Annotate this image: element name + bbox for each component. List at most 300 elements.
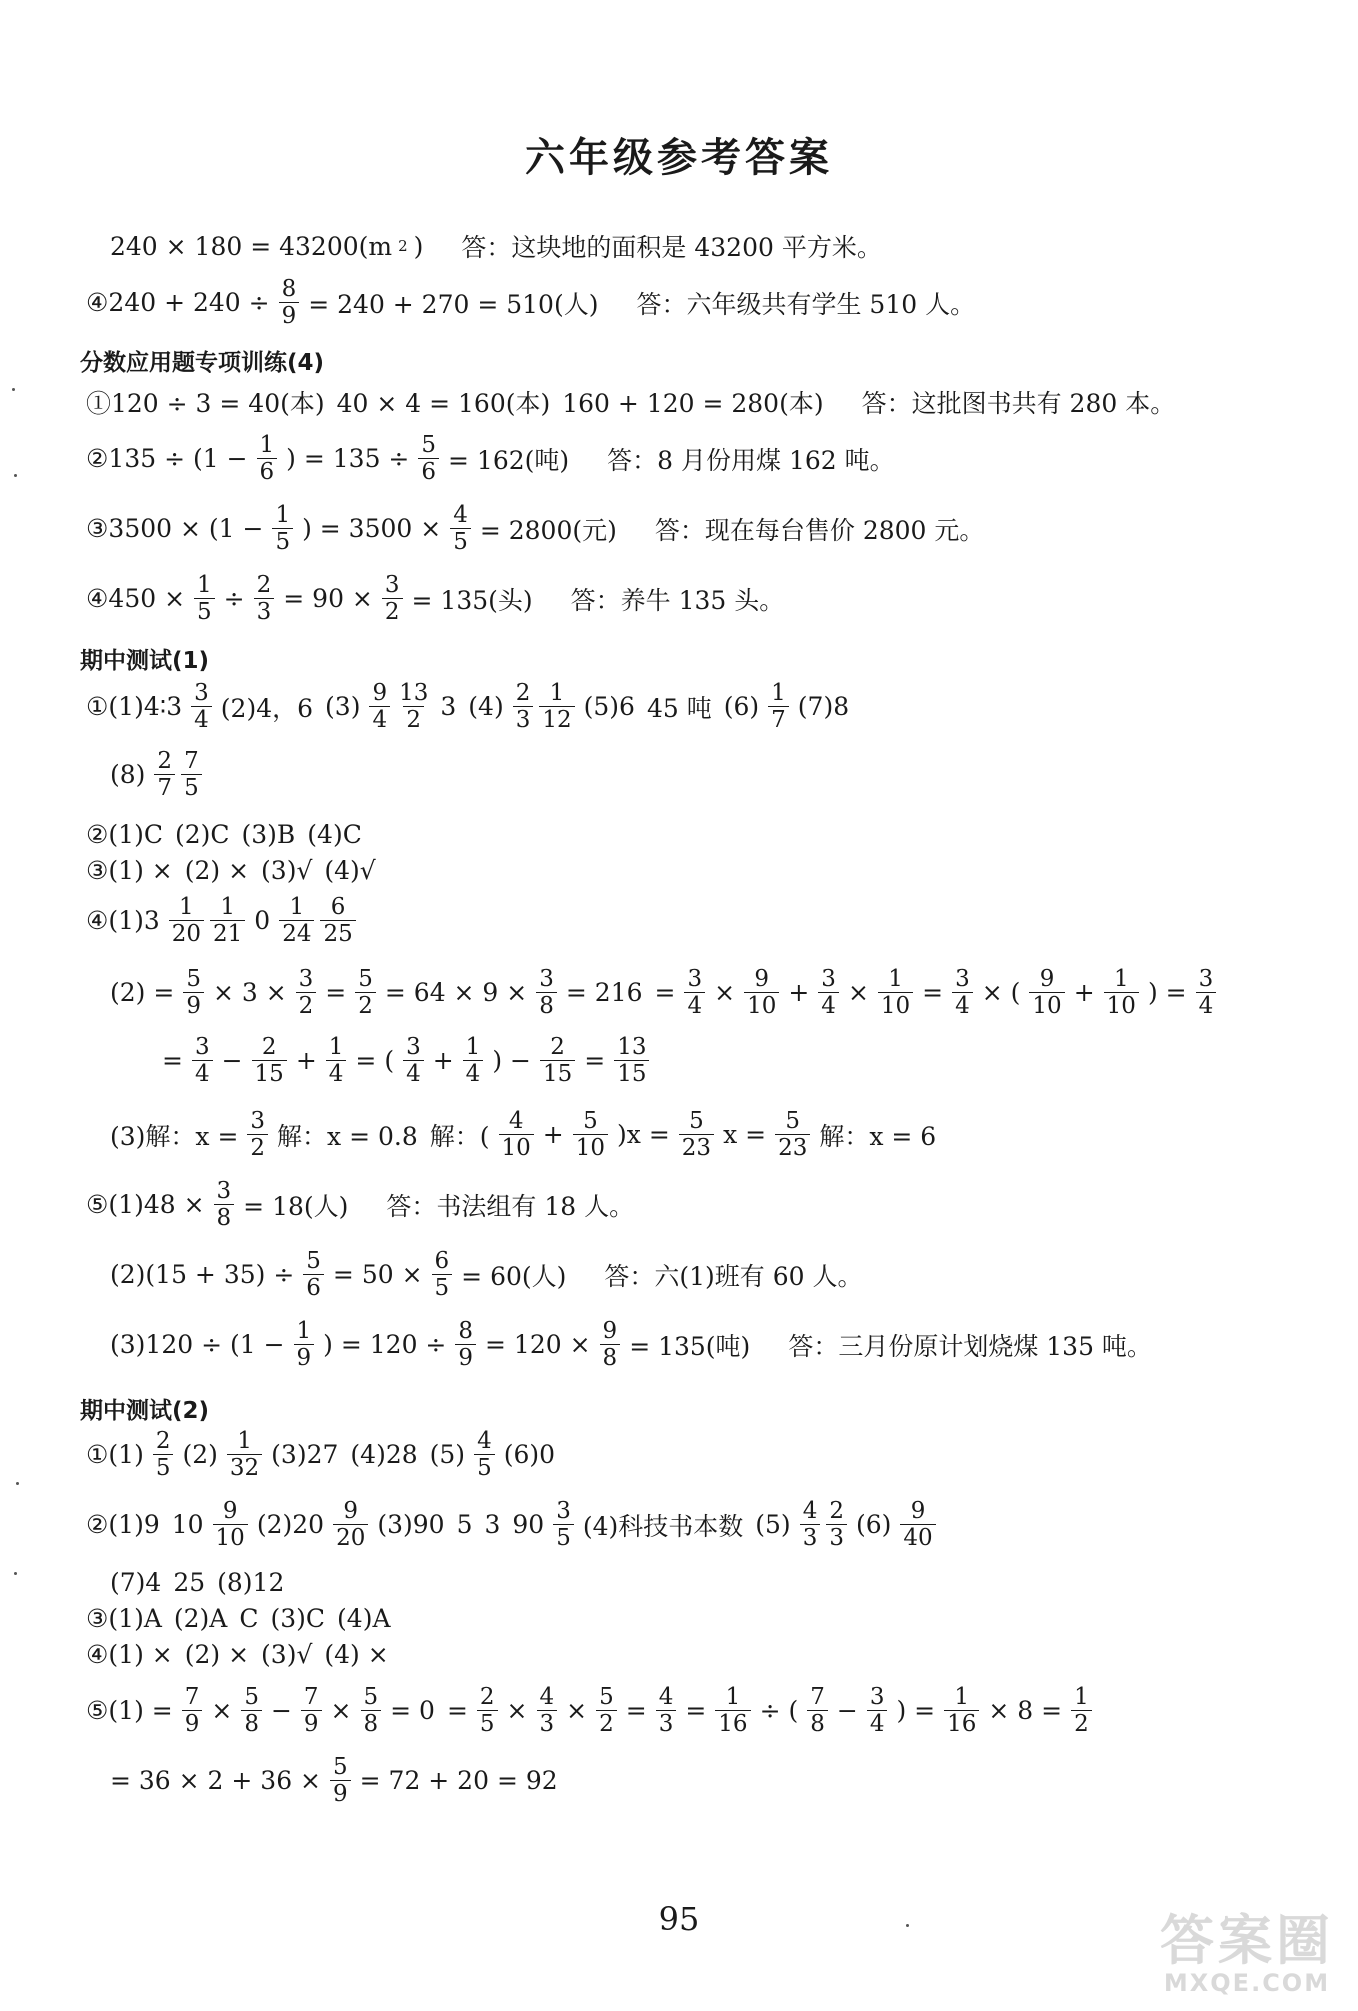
math-text: = 72 + 20 = 92: [359, 1766, 558, 1796]
fraction: [279, 894, 314, 948]
denominator: 32: [227, 1454, 262, 1481]
denominator: 5: [272, 528, 293, 555]
fraction: [210, 894, 245, 948]
denominator: 10: [573, 1134, 608, 1161]
fraction: [474, 1428, 495, 1482]
math-text: (2) ×: [184, 1640, 250, 1669]
answer-line: [80, 1178, 640, 1232]
denominator: 15: [252, 1060, 287, 1087]
denominator: 21: [210, 920, 245, 947]
denominator: 6: [418, 458, 439, 485]
answer-line: [104, 748, 205, 802]
numerator: 3: [539, 966, 554, 992]
denominator: 15: [540, 1060, 575, 1087]
numerator: 2: [157, 748, 173, 774]
numerator: 1: [888, 966, 903, 992]
denominator: 24: [279, 920, 314, 947]
fraction: [418, 432, 439, 486]
math-text: (8)12: [217, 1568, 285, 1597]
math-text: ⑤(1)48 ×: [86, 1190, 205, 1220]
math-text: (4)科技书本数: [582, 1511, 744, 1541]
math-text: =: [584, 1046, 606, 1076]
denominator: 9: [330, 1780, 351, 1807]
fraction: [247, 1108, 268, 1162]
denominator: 5: [450, 528, 471, 555]
math-text: (2)4，6: [220, 693, 314, 723]
numerator: 9: [754, 966, 770, 992]
numerator: 4: [802, 1498, 818, 1524]
fraction: [679, 1108, 714, 1162]
numerator: 1: [549, 680, 565, 706]
numerator: 7: [303, 1684, 319, 1710]
numerator: 1: [1074, 1684, 1089, 1710]
numerator: 13: [399, 680, 429, 706]
answer-line: [156, 1034, 652, 1088]
denominator: 4: [369, 706, 390, 733]
fraction: [818, 966, 839, 1020]
answer-line: [104, 1108, 942, 1162]
fraction: [194, 572, 215, 626]
denominator: 8: [536, 992, 557, 1019]
math-text: ): [413, 231, 424, 261]
fraction: [553, 1498, 574, 1552]
denominator: 15: [614, 1060, 649, 1087]
math-text: −: [270, 1696, 292, 1726]
numerator: 9: [222, 1498, 238, 1524]
math-text: 解：x = 6: [819, 1121, 937, 1151]
math-text: (3)√: [261, 856, 313, 885]
math-text: 解：(: [429, 1121, 490, 1151]
math-text: (6): [723, 692, 760, 722]
fraction: [540, 1034, 575, 1088]
fraction: [614, 1034, 649, 1088]
math-text: ④240 + 240 ÷: [86, 288, 270, 318]
numerator: 5: [244, 1684, 259, 1710]
numerator: 2: [256, 572, 272, 598]
math-text: ×: [211, 1696, 233, 1726]
fraction: [455, 1318, 476, 1372]
denominator: 5: [553, 1524, 574, 1551]
numerator: 5: [358, 966, 373, 992]
fraction: [183, 966, 204, 1020]
numerator: 1: [275, 502, 291, 528]
fraction: [744, 966, 779, 1020]
math-text: (4) ×: [324, 1640, 389, 1669]
math-text: ②(1)C: [86, 820, 163, 849]
fraction: [241, 1684, 262, 1738]
numerator: 3: [556, 1498, 571, 1524]
math-text: 90: [512, 1510, 545, 1540]
math-text: (4)28: [350, 1440, 418, 1470]
math-text: ×: [330, 1696, 352, 1726]
fraction: [296, 966, 317, 1020]
fraction: [450, 502, 471, 556]
scan-speck: [14, 474, 17, 477]
answer-line: [80, 820, 368, 849]
fraction: [257, 432, 278, 486]
numerator: 3: [687, 966, 703, 992]
denominator: 5: [194, 598, 215, 625]
fraction: [867, 1684, 888, 1738]
math-text: ×: [506, 1696, 528, 1726]
numerator: 7: [184, 748, 199, 774]
answer-text: 答：这批图书共有 280 本。: [861, 389, 1176, 418]
numerator: 7: [810, 1684, 825, 1710]
numerator: 2: [261, 1034, 277, 1060]
denominator: 3: [800, 1524, 821, 1551]
math-text: 160 + 120 = 280(本): [562, 389, 824, 418]
math-text: = 135(头): [411, 585, 533, 615]
answer-line: [104, 1248, 869, 1302]
math-text: )x =: [617, 1120, 670, 1150]
numerator: 2: [515, 680, 531, 706]
math-text: = 162(吨): [448, 445, 570, 475]
numerator: 5: [599, 1684, 614, 1710]
fraction: [477, 1684, 498, 1738]
fraction: [333, 1498, 368, 1552]
math-text: (3)90: [377, 1510, 445, 1540]
numerator: 2: [479, 1684, 495, 1710]
numerator: 5: [689, 1108, 704, 1134]
fraction: [181, 748, 202, 802]
numerator: 3: [384, 572, 400, 598]
answer-line: [80, 680, 855, 734]
fraction: [153, 1428, 174, 1482]
math-text: (2)C: [174, 820, 230, 849]
denominator: 9: [455, 1344, 476, 1371]
math-text: (6)0: [503, 1440, 556, 1470]
denominator: 8: [361, 1710, 382, 1737]
answer-line: [80, 1640, 395, 1669]
fraction: [536, 966, 557, 1020]
math-text: ÷: [223, 584, 245, 614]
math-text: (3)27: [271, 1440, 339, 1470]
denominator: 2: [382, 598, 403, 625]
denominator: 23: [775, 1134, 810, 1161]
fraction: [191, 680, 212, 734]
math-text: (7)4: [110, 1568, 162, 1597]
scan-speck: [12, 388, 15, 391]
denominator: 10: [878, 992, 913, 1019]
fraction: [537, 1684, 558, 1738]
math-text: =: [446, 1696, 468, 1726]
numerator: 5: [333, 1754, 348, 1780]
denominator: 9: [294, 1344, 315, 1371]
math-text: = 36 × 2 + 36 ×: [110, 1766, 321, 1796]
numerator: 8: [281, 276, 297, 302]
math-text: = (: [355, 1046, 395, 1076]
math-text: (7)8: [797, 692, 850, 722]
fraction: [154, 748, 175, 802]
math-text: = 2800(元): [479, 515, 617, 545]
numerator: 5: [421, 432, 437, 458]
math-text: (4)C: [307, 820, 362, 849]
numerator: 13: [617, 1034, 647, 1060]
numerator: 7: [184, 1684, 200, 1710]
fraction: [768, 680, 789, 734]
math-text: =: [162, 1046, 183, 1076]
numerator: 3: [194, 680, 209, 706]
section-heading: 期中测试(1): [80, 648, 210, 674]
answer-text: 答：现在每台售价 2800 元。: [654, 515, 985, 545]
denominator: 4: [684, 992, 705, 1019]
numerator: 5: [363, 1684, 379, 1710]
scan-speck: [16, 1482, 19, 1485]
numerator: 2: [155, 1428, 171, 1454]
math-text: ③(1) ×: [86, 856, 173, 885]
numerator: 1: [328, 1034, 344, 1060]
math-text: 40 × 4 = 160(本): [336, 389, 551, 418]
fraction: [715, 1684, 750, 1738]
numerator: 5: [186, 966, 201, 992]
answer-text: 答：六年级共有学生 510 人。: [636, 289, 976, 319]
denominator: 4: [952, 992, 973, 1019]
fraction: [396, 680, 431, 734]
fraction: [775, 1108, 810, 1162]
math-text: ①(1)4∶3: [86, 692, 183, 722]
denominator: 20: [333, 1524, 368, 1551]
answer-text: 答：六(1)班有 60 人。: [604, 1261, 863, 1291]
denominator: 23: [679, 1134, 714, 1161]
fraction: [684, 966, 705, 1020]
denominator: 3: [537, 1710, 558, 1737]
fraction: [573, 1108, 608, 1162]
math-text: 5: [456, 1510, 473, 1540]
numerator: 3: [869, 1684, 885, 1710]
math-text: (8): [110, 760, 146, 790]
math-text: (4): [468, 692, 504, 722]
math-text: ④450 ×: [86, 584, 186, 614]
denominator: 10: [744, 992, 779, 1019]
numerator: 1: [954, 1684, 970, 1710]
fraction: [1029, 966, 1064, 1020]
math-text: +: [542, 1120, 564, 1150]
math-text: ①(1): [86, 1440, 144, 1470]
denominator: 4: [403, 1060, 424, 1087]
math-text: ) = 135 ÷: [286, 444, 410, 474]
answer-line: [104, 1754, 564, 1808]
math-text: =: [685, 1696, 707, 1726]
fraction: [944, 1684, 979, 1738]
math-text: ②135 ÷ (1 −: [86, 444, 248, 474]
math-text: 3: [484, 1510, 501, 1540]
denominator: 2: [355, 992, 376, 1019]
math-text: +: [788, 978, 810, 1008]
fraction: [403, 1034, 424, 1088]
fraction: [214, 1178, 235, 1232]
numerator: 4: [539, 1684, 555, 1710]
fraction: [227, 1428, 262, 1482]
math-text: (3): [325, 692, 361, 722]
math-text: −: [221, 1046, 243, 1076]
math-text: × 3 ×: [212, 978, 287, 1008]
math-text: = 0: [390, 1696, 435, 1726]
math-text: ×: [714, 978, 736, 1008]
answer-text: 答：这块地的面积是 43200 平方米。: [461, 233, 882, 262]
math-text: =: [625, 1696, 647, 1726]
section-heading: 分数应用题专项训练(4): [80, 350, 325, 376]
fraction: [800, 1498, 821, 1552]
fraction: [320, 894, 355, 948]
fraction: [361, 1684, 382, 1738]
answer-line: [80, 894, 359, 948]
answer-line: [104, 1568, 290, 1597]
numerator: 3: [298, 966, 314, 992]
denominator: 3: [656, 1710, 677, 1737]
math-text: = 120 ×: [485, 1330, 591, 1360]
denominator: 10: [213, 1524, 248, 1551]
math-text: (5): [755, 1510, 791, 1540]
fraction: [182, 1684, 203, 1738]
answer-text: 答：8 月份用煤 162 吨。: [607, 445, 895, 475]
math-text: × 8 =: [988, 1696, 1063, 1726]
numerator: 1: [465, 1034, 481, 1060]
answer-line: [104, 228, 888, 264]
math-text: (2) ×: [184, 856, 250, 885]
denominator: 20: [169, 920, 204, 947]
denominator: 9: [183, 992, 204, 1019]
math-text: = 216: [565, 978, 643, 1008]
fraction: [279, 276, 300, 330]
math-text: (4)√: [324, 856, 376, 885]
fraction: [656, 1684, 677, 1738]
numerator: 9: [910, 1498, 926, 1524]
math-text: (3)√: [261, 1640, 313, 1669]
fraction: [807, 1684, 828, 1738]
math-text: ) = 3500 ×: [302, 514, 442, 544]
denominator: 9: [279, 302, 300, 329]
math-text: ) = 120 ÷: [323, 1330, 447, 1360]
math-text: x =: [723, 1120, 767, 1150]
math-text: (3)解：x =: [110, 1121, 239, 1151]
section-heading: 期中测试(2): [80, 1398, 210, 1424]
fraction: [952, 966, 973, 1020]
denominator: 10: [1029, 992, 1064, 1019]
denominator: 3: [254, 598, 275, 625]
numerator: 1: [289, 894, 305, 920]
math-text: (5): [429, 1440, 466, 1470]
denominator: 16: [715, 1710, 750, 1737]
math-text: (2) =: [110, 978, 175, 1008]
numerator: 3: [216, 1178, 232, 1204]
numerator: 1: [259, 432, 275, 458]
numerator: 1: [725, 1684, 741, 1710]
fraction: [369, 680, 390, 734]
numerator: 3: [194, 1034, 210, 1060]
answer-line: [80, 1604, 397, 1633]
numerator: 4: [658, 1684, 674, 1710]
math-text: 3: [440, 692, 457, 722]
numerator: 9: [372, 680, 388, 706]
numerator: 1: [220, 894, 235, 920]
numerator: 1: [771, 680, 786, 706]
denominator: 2: [1071, 1710, 1092, 1737]
answer-line: [80, 384, 1181, 420]
math-text: +: [1073, 978, 1095, 1008]
denominator: 5: [181, 774, 202, 801]
math-text: ÷ (: [759, 1696, 799, 1726]
math-text: ②(1)9: [86, 1510, 160, 1540]
fraction: [1104, 966, 1139, 1020]
numerator: 1: [296, 1318, 312, 1344]
math-text: = 50 ×: [332, 1260, 423, 1290]
numerator: 3: [1198, 966, 1214, 992]
numerator: 9: [1039, 966, 1055, 992]
fraction: [513, 680, 534, 734]
fraction: [900, 1498, 935, 1552]
math-text: (6): [855, 1510, 892, 1540]
math-text: (2)20: [256, 1510, 325, 1540]
denominator: 4: [463, 1060, 484, 1087]
denominator: 8: [600, 1344, 621, 1371]
math-text: 45 吨: [646, 693, 712, 723]
fraction: [192, 1034, 213, 1088]
math-text: = 18(人): [243, 1191, 349, 1221]
denominator: 4: [818, 992, 839, 1019]
fraction: [1196, 966, 1217, 1020]
math-text: ) =: [1147, 978, 1187, 1008]
denominator: 16: [944, 1710, 979, 1737]
answer-text: 答：书法组有 18 人。: [386, 1191, 635, 1221]
fraction: [499, 1108, 534, 1162]
numerator: 1: [179, 894, 194, 920]
numerator: 4: [453, 502, 468, 528]
numerator: 2: [829, 1498, 844, 1524]
math-text: ⑤(1) =: [86, 1696, 173, 1726]
watermark-logo: [1160, 1898, 1334, 1997]
fraction: [382, 572, 403, 626]
math-text: =: [654, 978, 676, 1008]
denominator: 8: [241, 1710, 262, 1737]
math-text: +: [295, 1046, 317, 1076]
scan-speck: [906, 1924, 909, 1927]
denominator: 5: [153, 1454, 174, 1481]
math-text: (4)A: [337, 1604, 391, 1633]
answer-line: [80, 1684, 1095, 1738]
answer-line: [80, 276, 981, 330]
math-text: ④(1)3: [86, 906, 160, 936]
numerator: 9: [343, 1498, 359, 1524]
numerator: 3: [955, 966, 970, 992]
numerator: 1: [237, 1428, 252, 1454]
denominator: 4: [326, 1060, 347, 1087]
denominator: 40: [900, 1524, 935, 1551]
math-text: ) −: [492, 1046, 531, 1076]
fraction: [326, 1034, 347, 1088]
denominator: 10: [499, 1134, 534, 1161]
math-text: ④(1) ×: [86, 1640, 173, 1669]
fraction: [330, 1754, 351, 1808]
math-text: (3)120 ÷ (1 −: [110, 1330, 285, 1360]
fraction: [539, 680, 574, 734]
denominator: 12: [539, 706, 574, 733]
denominator: 4: [191, 706, 212, 733]
numerator: 5: [306, 1248, 321, 1274]
math-text: = 135(吨): [629, 1331, 751, 1361]
fraction: [252, 1034, 287, 1088]
fraction: [169, 894, 204, 948]
watermark-url: MXQE.COM: [1163, 1969, 1331, 1997]
numerator: 5: [583, 1108, 598, 1134]
math-text: = 90 ×: [283, 584, 373, 614]
math-text: = 240 + 270 = 510(人): [308, 289, 599, 319]
fraction: [1071, 1684, 1092, 1738]
denominator: 5: [432, 1274, 453, 1301]
math-text: (3)B: [241, 820, 296, 849]
answer-line: [80, 502, 990, 556]
math-text: 25: [173, 1568, 206, 1597]
denominator: 10: [1104, 992, 1139, 1019]
